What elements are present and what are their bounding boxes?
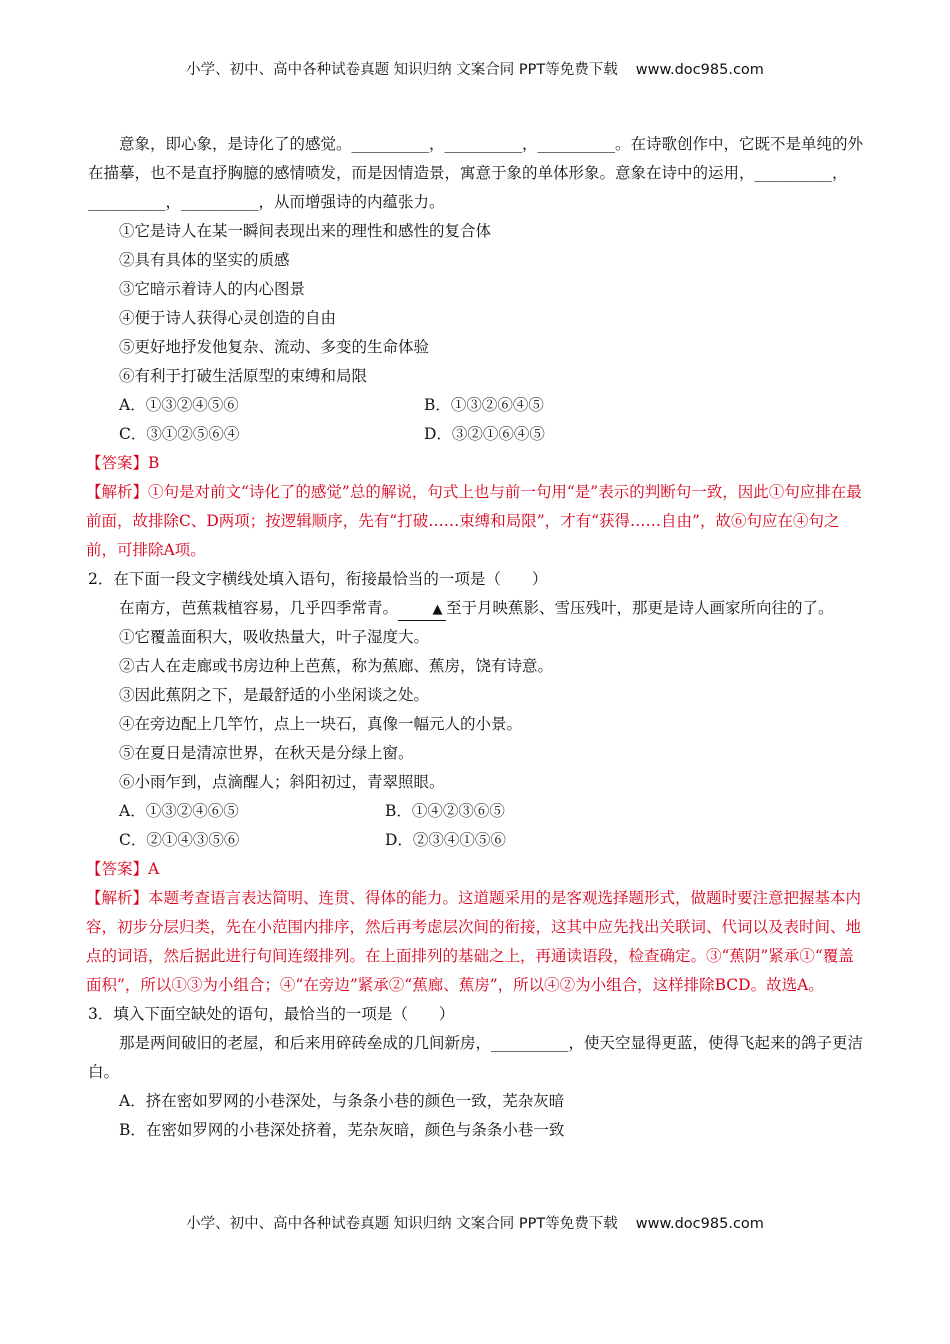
q2-item-6: ⑥小雨乍到，点滴醒人；斜阳初过，青翠照眼。 — [119, 773, 445, 791]
q2-item-3: ③因此蕉阴之下，是最舒适的小坐闲谈之处。 — [119, 686, 430, 704]
q2-option-a[interactable]: A．①③②④⑥⑤ — [119, 802, 239, 820]
q3-title: 3．填入下面空缺处的语句，最恰当的一项是（ ） — [88, 1005, 455, 1023]
q2-options-row-1 — [88, 797, 863, 826]
q1-item-5: ⑤更好地抒发他复杂、流动、多变的生命体验 — [119, 338, 430, 356]
q1-option-a[interactable]: A．①③②④⑤⑥ — [119, 396, 239, 414]
q1-item-6: ⑥有利于打破生活原型的束缚和局限 — [119, 367, 368, 385]
q2-option-b[interactable]: B．①④②③⑥⑤ — [385, 802, 505, 820]
q2-stem-after: 至于月映蕉影、雪压残叶，那更是诗人画家所向往的了。 — [446, 599, 834, 617]
page-footer — [0, 1212, 950, 1233]
header-site-link[interactable]: www.doc985.com — [635, 62, 764, 78]
q1-options-row-2 — [88, 420, 863, 449]
q3-stem: 那是两间破旧的老屋，和后来用碎砖垒成的几间新房，__________，使天空显得更蓝，使得飞起来的鸽子更洁白。 — [88, 1034, 864, 1081]
q2-option-c[interactable]: C．②①④③⑤⑥ — [119, 831, 240, 849]
q1-item-4: ④便于诗人获得心灵创造的自由 — [119, 309, 337, 327]
q2-item-4: ④在旁边配上几竿竹，点上一块石，真像一幅元人的小景。 — [119, 715, 523, 733]
q2-stem-before: 在南方，芭蕉栽植容易，几乎四季常青。 — [119, 599, 399, 617]
q1-option-c[interactable]: C．③①②⑤⑥④ — [119, 425, 240, 443]
q2-item-2: ②古人在走廊或书房边种上芭蕉，称为蕉廊、蕉房，饶有诗意。 — [119, 657, 554, 675]
q1-analysis: 【解析】①句是对前文“诗化了的感觉”总的解说，句式上也与前一句用“是”表示的判断句一致，因此①句应排在最前面，故排除C、D两项；按逻辑顺序，先有“打破……束缚和局限”，才有“获得……自由”，故⑥句应在④句之前，可排除A项。 — [86, 483, 862, 559]
q2-stem — [88, 594, 863, 623]
q2-title: 2．在下面一段文字横线处填入语句，衔接最恰当的一项是（ ） — [88, 570, 548, 588]
q2-item-1: ①它覆盖面积大，吸收热量大，叶子湿度大。 — [119, 628, 430, 646]
footer-site-link[interactable]: www.doc985.com — [635, 1216, 764, 1232]
q2-options-row-2 — [88, 826, 863, 855]
q2-answer: 【答案】A — [86, 860, 160, 878]
footer-text: 小学、初中、高中各种试卷真题 知识归纳 文案合同 PPT等免费下载 — [186, 1216, 618, 1232]
q1-stem: 意象，即心象，是诗化了的感觉。__________，__________，__________。在诗歌创作中，它既不是单纯的外在描摹，也不是直抒胸臆的感情喷发，而是因情造景，寓意于象的单体形象。意象在诗中的运用，__________，__________，__________，从而增强诗的内蕴张力。 — [88, 135, 864, 211]
q2-blank: ▲ — [398, 600, 446, 621]
q2-analysis: 【解析】本题考查语言表达简明、连贯、得体的能力。这道题采用的是客观选择题形式，做题时要注意把握基本内容，初步分层归类，先在小范围内排序，然后再考虑层次间的衔接，这其中应先找出关联词、代词以及表时间、地点的词语，然后据此进行句间连缀排列。在上面排列的基础之上，再通读语段，检查确定。③“蕉阴”紧承①“覆盖面积”，所以①③为小组合；④“在旁边”紧承②“蕉廊、蕉房”，所以④②为小组合，这样排除BCD。故选A。 — [86, 889, 862, 994]
q2-option-d[interactable]: D．②③④①⑤⑥ — [385, 831, 506, 849]
q1-options-row-1 — [88, 391, 863, 420]
q1-option-b[interactable]: B．①③②⑥④⑤ — [424, 396, 544, 414]
page-header — [0, 58, 950, 79]
q2-item-5: ⑤在夏日是清凉世界，在秋天是分绿上窗。 — [119, 744, 414, 762]
document-body — [88, 130, 863, 1145]
header-text: 小学、初中、高中各种试卷真题 知识归纳 文案合同 PPT等免费下载 — [186, 62, 618, 78]
q1-option-d[interactable]: D．③②①⑥④⑤ — [424, 425, 545, 443]
q1-item-1: ①它是诗人在某一瞬间表现出来的理性和感性的复合体 — [119, 222, 492, 240]
q1-answer: 【答案】B — [86, 454, 160, 472]
q1-item-3: ③它暗示着诗人的内心图景 — [119, 280, 306, 298]
q1-item-2: ②具有具体的坚实的质感 — [119, 251, 290, 269]
q3-option-a[interactable]: A．挤在密如罗网的小巷深处，与条条小巷的颜色一致，芜杂灰暗 — [119, 1092, 565, 1110]
q3-option-b[interactable]: B．在密如罗网的小巷深处挤着，芜杂灰暗，颜色与条条小巷一致 — [119, 1121, 565, 1139]
